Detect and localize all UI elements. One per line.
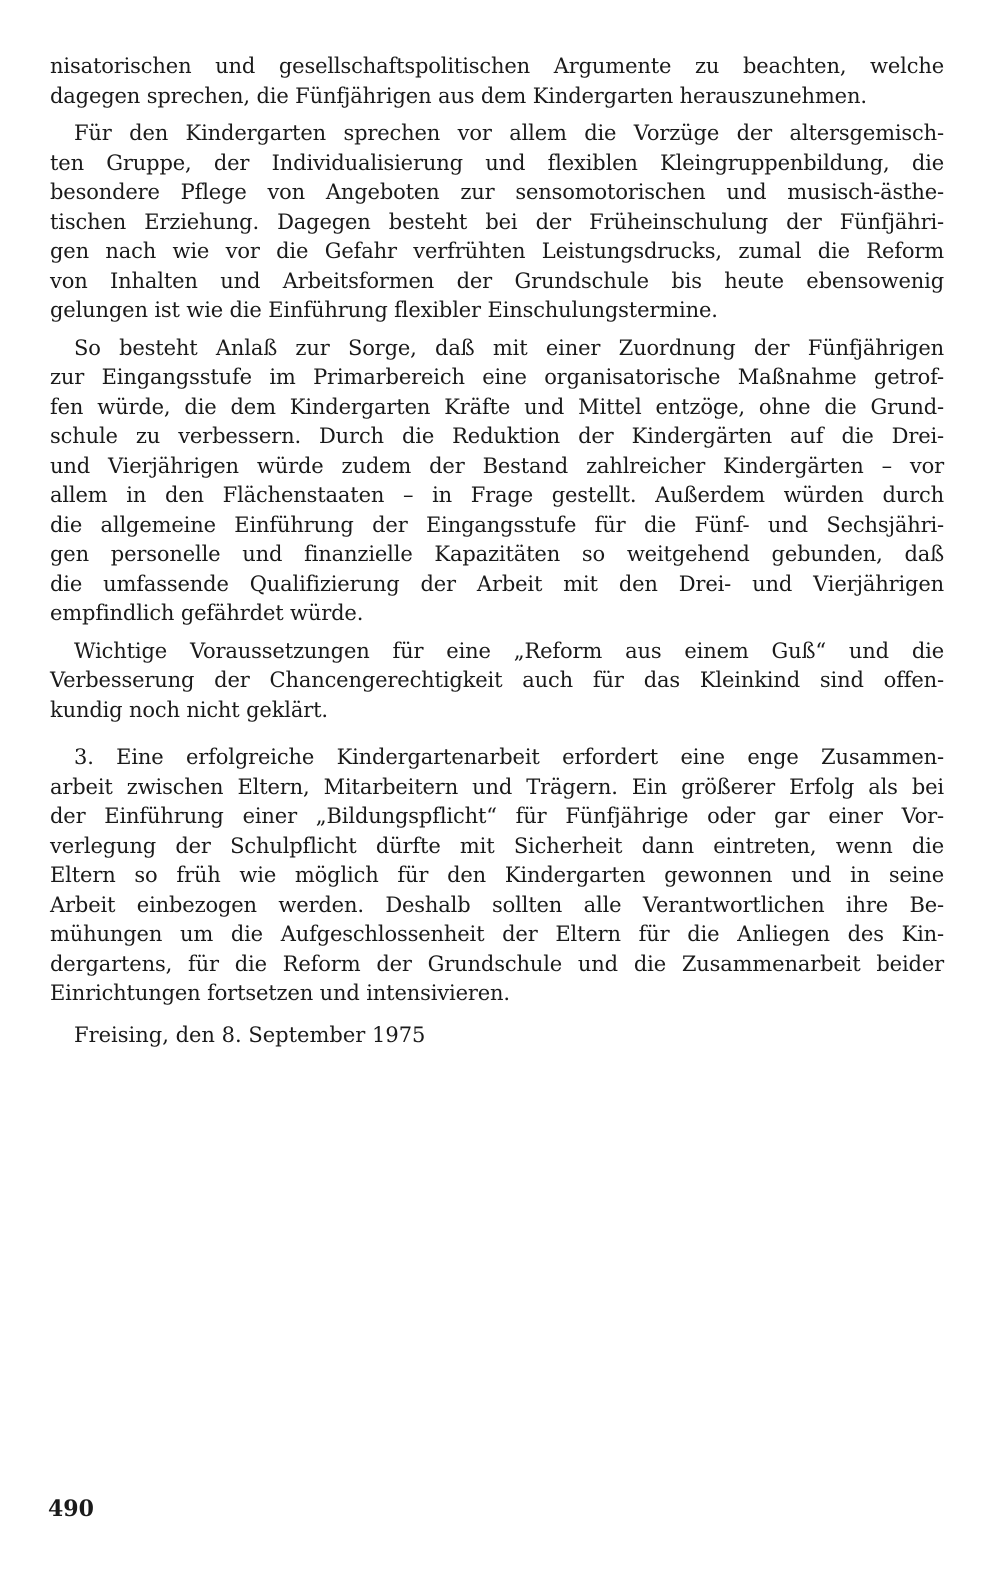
body-text (50, 52, 944, 1009)
closing-place-date: Freising, den 8. September 1975 (74, 1023, 426, 1047)
text-line: Einrichtungen fortsetzen und intensivieren. (50, 981, 510, 1005)
text-line: gen nach wie vor die Gefahr verfrühten Leistungsdrucks, zumal die Reform (50, 239, 944, 263)
text-line: tischen Erziehung. Dagegen besteht bei der Früheinschulung der Fünfjähri- (50, 209, 944, 234)
text-line: dagegen sprechen, die Fünfjährigen aus dem Kindergarten herauszunehmen. (50, 83, 867, 108)
text-line: schule zu verbessern. Durch die Reduktion der Kindergärten auf die Drei- (50, 424, 944, 448)
text-line: Arbeit einbezogen werden. Deshalb sollten alle Verantwortlichen ihre Be- (50, 892, 944, 917)
text-line: gen personelle und finanzielle Kapazitäten so weitgehend gebunden, daß (50, 542, 944, 566)
text-line: der Einführung einer „Bildungspflicht“ für Fünfjährige oder gar einer Vor- (50, 804, 944, 828)
text-line: besondere Pflege von Angeboten zur sensomotorischen und musisch-ästhe- (50, 180, 944, 204)
text-line: Für den Kindergarten sprechen vor allem die Vorzüge der altersgemisch- (74, 121, 944, 145)
paragraph-prerequisites (50, 637, 944, 726)
page-number: 490 (48, 1496, 94, 1522)
text-line: mühungen um die Aufgeschlossenheit der Eltern für die Anliegen des Kin- (50, 922, 944, 946)
text-line: die allgemeine Einführung der Eingangsstufe für die Fünf- und Sechsjähri- (50, 512, 944, 537)
text-line: ten Gruppe, der Individualisierung und flexiblen Kleingruppenbildung, die (50, 150, 944, 175)
text-line: So besteht Anlaß zur Sorge, daß mit einer Zuordnung der Fünfjährigen (74, 335, 944, 360)
text-line: verlegung der Schulpflicht dürfte mit Sicherheit dann eintreten, wenn die (50, 833, 944, 858)
text-line: empfindlich gefährdet würde. (50, 601, 364, 625)
text-line: zur Eingangsstufe im Primarbereich eine organisatorische Maßnahme getrof- (50, 365, 944, 389)
paragraph-kindergarten-advantages (50, 119, 944, 326)
text-line: allem in den Flächenstaaten – in Frage gestellt. Außerdem würden durch (50, 483, 944, 507)
text-line: arbeit zwischen Eltern, Mitarbeitern und Trägern. Ein größerer Erfolg als bei (50, 774, 944, 799)
section-3-paragraph (50, 743, 944, 1009)
text-line: Eltern so früh wie möglich für den Kindergarten gewonnen und in seine (50, 863, 944, 887)
text-line: dergartens, für die Reform der Grundschule und die Zusammenarbeit beider (50, 951, 944, 976)
text-line: kundig noch nicht geklärt. (50, 697, 328, 722)
text-line: von Inhalten und Arbeitsformen der Grundschule bis heute ebensowenig (50, 268, 944, 293)
text-line: gelungen ist wie die Einführung flexibler Einschulungstermine. (50, 298, 718, 322)
continuation-paragraph (50, 52, 944, 111)
text-line: Wichtige Voraussetzungen für eine „Reform aus einem Guß“ und die (74, 638, 944, 663)
text-line: fen würde, die dem Kindergarten Kräfte und Mittel entzöge, ohne die Grund- (50, 394, 944, 419)
text-line: Verbesserung der Chancengerechtigkeit auch für das Kleinkind sind offen- (50, 668, 944, 692)
text-line: die umfassende Qualifizierung der Arbeit mit den Drei- und Vierjährigen (50, 571, 944, 596)
text-line: nisatorischen und gesellschaftspolitischen Argumente zu beachten, welche (50, 54, 944, 78)
text-line: 3. Eine erfolgreiche Kindergartenarbeit erfordert eine enge Zusammen- (74, 745, 944, 769)
paragraph-concern (50, 334, 944, 629)
text-line: und Vierjährigen würde zudem der Bestand zahlreicher Kindergärten – vor (50, 453, 944, 478)
